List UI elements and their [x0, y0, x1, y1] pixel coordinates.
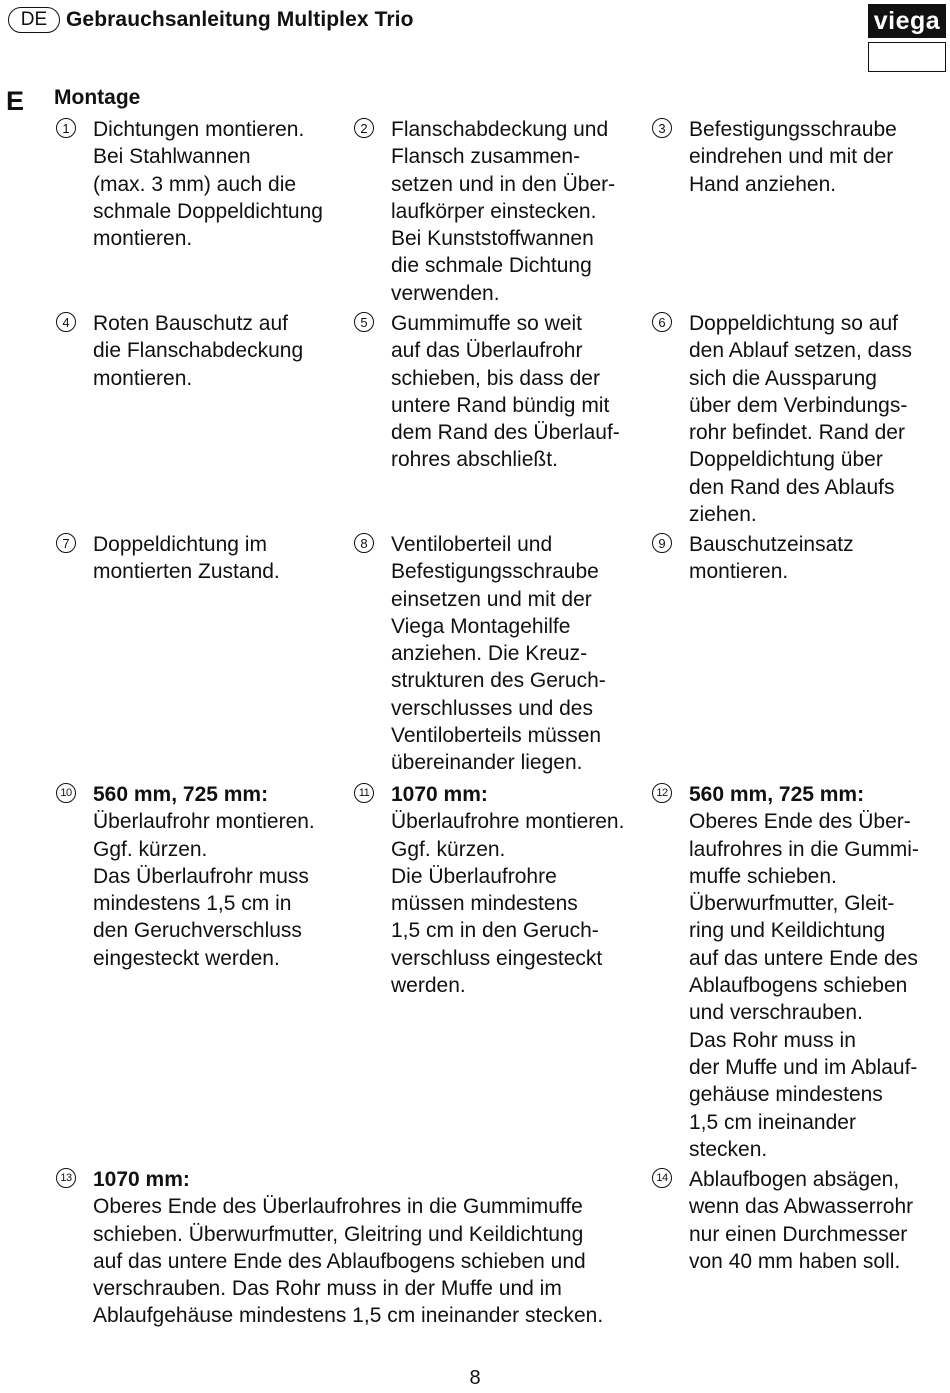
step-text-line: Das Rohr muss in — [689, 1028, 856, 1052]
step-text-line: dem Rand des Überlauf- — [391, 421, 620, 445]
step-number: 12 — [652, 783, 672, 803]
step-text-line: Überwurfmutter, Gleit- — [689, 892, 895, 916]
step-text-line: ziehen. — [689, 503, 757, 527]
step-text-line: Bei Kunststoffwannen — [391, 227, 594, 251]
step-text-line: eindrehen und mit der — [689, 145, 894, 169]
step-text-line: ring und Keildichtung — [689, 919, 886, 943]
step-heading: 560 mm, 725 mm: — [93, 783, 269, 806]
step-text-line: übereinander liegen. — [391, 751, 583, 775]
step-8 — [360, 531, 653, 777]
step-text-line: den Rand des Ablaufs — [689, 475, 895, 499]
step-text-line: die Flanschabdeckung — [93, 339, 304, 363]
step-number: 3 — [652, 118, 672, 138]
step-3 — [658, 116, 950, 198]
step-number: 9 — [652, 533, 672, 553]
step-text-line: rohr befindet. Rand der — [689, 421, 905, 445]
step-heading: 1070 mm: — [391, 783, 488, 806]
step-text-line: der Muffe und im Ablauf- — [689, 1055, 918, 1079]
step-text-line: von 40 mm haben soll. — [689, 1249, 901, 1273]
step-text-line: und verschrauben. — [689, 1001, 863, 1025]
step-number: 1 — [56, 118, 76, 138]
viega-logo: viega — [868, 4, 946, 38]
step-text-line: montieren. — [93, 366, 193, 390]
step-text-line: den Geruchverschluss — [93, 919, 302, 943]
step-text-line: strukturen des Geruch- — [391, 669, 606, 693]
step-number: 6 — [652, 312, 672, 332]
step-text-line: Überlaufrohre montieren. — [391, 810, 625, 834]
step-heading: 560 mm, 725 mm: — [689, 783, 865, 806]
step-12 — [656, 781, 950, 1163]
step-14 — [656, 1166, 950, 1275]
step-number: 11 — [354, 783, 374, 803]
step-number: 10 — [56, 783, 76, 803]
step-text-line: Doppeldichtung so auf — [689, 312, 898, 335]
step-text-line: Bei Stahlwannen — [93, 145, 251, 169]
step-text-line: verschluss eingesteckt — [391, 946, 603, 970]
step-text-line: Ablaufgehäuse mindestens 1,5 cm ineinander stecken. — [93, 1304, 604, 1328]
step-text-line: werden. — [391, 974, 466, 998]
step-5 — [360, 310, 653, 474]
step-heading: 1070 mm: — [93, 1168, 190, 1191]
step-text-line: wenn das Abwasserrohr — [689, 1195, 914, 1219]
step-text-line: verschlusses und des — [391, 696, 593, 720]
step-text-line: schieben, bis dass der — [391, 366, 600, 390]
step-1 — [62, 116, 355, 252]
step-text-line: Überlaufrohr montieren. — [93, 810, 315, 834]
step-text-line: müssen mindestens — [391, 892, 578, 916]
step-text-line: Ventiloberteil und — [391, 533, 553, 556]
step-text-line: auf das untere Ende des Ablaufbogens schieben und — [93, 1249, 586, 1273]
step-text-line: Ggf. kürzen. — [93, 837, 208, 861]
step-text-line: schieben. Überwurfmutter, Gleitring und Keildichtung — [93, 1222, 584, 1246]
step-text-line: anziehen. Die Kreuz- — [391, 642, 588, 666]
step-text-line: Befestigungsschraube — [689, 118, 897, 141]
language-badge: DE — [8, 7, 60, 33]
step-text-line: setzen und in den Über- — [391, 172, 616, 196]
step-text-line: muffe schieben. — [689, 864, 837, 888]
step-text-line: 1,5 cm ineinander — [689, 1110, 856, 1134]
step-text-line: Roten Bauschutz auf — [93, 312, 288, 335]
step-text-line: untere Rand bündig mit — [391, 393, 610, 417]
step-text-line: über dem Verbindungs- — [689, 393, 908, 417]
step-text-line: Die Überlaufrohre — [391, 864, 557, 888]
step-2 — [360, 116, 653, 307]
step-text-line: Flanschabdeckung und — [391, 118, 609, 141]
step-text-line: Flansch zusammen- — [391, 145, 581, 169]
step-9 — [658, 531, 950, 586]
step-text-line: mindestens 1,5 cm in — [93, 892, 292, 916]
step-text-line: Viega Montagehilfe — [391, 614, 571, 638]
step-text-line: gehäuse mindestens — [689, 1083, 883, 1107]
step-text-line: verschrauben. Das Rohr muss in der Muffe und im — [93, 1277, 562, 1301]
step-text-line: Ablaufbogen absägen, — [689, 1168, 900, 1191]
section-title: Montage — [54, 86, 141, 109]
step-text-line: Doppeldichtung über — [689, 448, 883, 472]
step-text-line: laufkörper einstecken. — [391, 199, 597, 223]
step-7 — [62, 531, 355, 586]
step-text-line: Ventiloberteils müssen — [391, 724, 602, 748]
step-text-line: Oberes Ende des Überlaufrohres in die Gummimuffe — [93, 1195, 583, 1219]
step-number: 8 — [354, 533, 374, 553]
step-number: 13 — [56, 1168, 76, 1188]
step-13 — [60, 1166, 653, 1330]
step-6 — [658, 310, 950, 528]
step-text-line: Ablaufbogens schieben — [689, 974, 908, 998]
step-text-line: (max. 3 mm) auch die — [93, 172, 297, 196]
step-text-line: auf das untere Ende des — [689, 946, 918, 970]
step-text-line: verwenden. — [391, 281, 500, 305]
step-text-line: nur einen Durchmesser — [689, 1222, 908, 1246]
step-text-line: Oberes Ende des Über- — [689, 810, 911, 834]
step-text-line: Bauschutzeinsatz — [689, 533, 854, 556]
step-text-line: einsetzen und mit der — [391, 587, 592, 611]
step-text-line: stecken. — [689, 1137, 768, 1161]
document-title: Gebrauchsanleitung Multiplex Trio — [66, 8, 414, 31]
step-11 — [358, 781, 653, 999]
logo-frame — [868, 42, 946, 72]
step-10 — [60, 781, 355, 972]
step-number: 2 — [354, 118, 374, 138]
step-text-line: montieren. — [93, 227, 193, 251]
step-number: 7 — [56, 533, 76, 553]
step-number: 5 — [354, 312, 374, 332]
step-text-line: auf das Überlaufrohr — [391, 339, 583, 363]
step-text-line: Das Überlaufrohr muss — [93, 864, 309, 888]
step-text-line: Dichtungen montieren. — [93, 118, 305, 141]
step-text-line: rohres abschließt. — [391, 448, 558, 472]
step-text-line: laufrohres in die Gummi- — [689, 837, 919, 861]
step-text-line: Befestigungsschraube — [391, 560, 599, 584]
step-text-line: Hand anziehen. — [689, 172, 837, 196]
step-4 — [62, 310, 355, 392]
section-letter: E — [6, 86, 25, 116]
step-text-line: montieren. — [689, 560, 789, 584]
step-text-line: 1,5 cm in den Geruch- — [391, 919, 599, 943]
step-number: 14 — [652, 1168, 672, 1188]
step-text-line: Ggf. kürzen. — [391, 837, 506, 861]
step-text-line: den Ablauf setzen, dass — [689, 339, 912, 363]
page-number: 8 — [469, 1367, 481, 1389]
step-text-line: Gummimuffe so weit — [391, 312, 582, 335]
step-text-line: montierten Zustand. — [93, 560, 280, 584]
step-text-line: eingesteckt werden. — [93, 946, 280, 970]
step-text-line: die schmale Dichtung — [391, 254, 592, 278]
step-text-line: Doppeldichtung im — [93, 533, 267, 556]
document-header — [8, 5, 414, 35]
step-text-line: sich die Aussparung — [689, 366, 877, 390]
step-text-line: schmale Doppeldichtung — [93, 199, 323, 223]
step-number: 4 — [56, 312, 76, 332]
